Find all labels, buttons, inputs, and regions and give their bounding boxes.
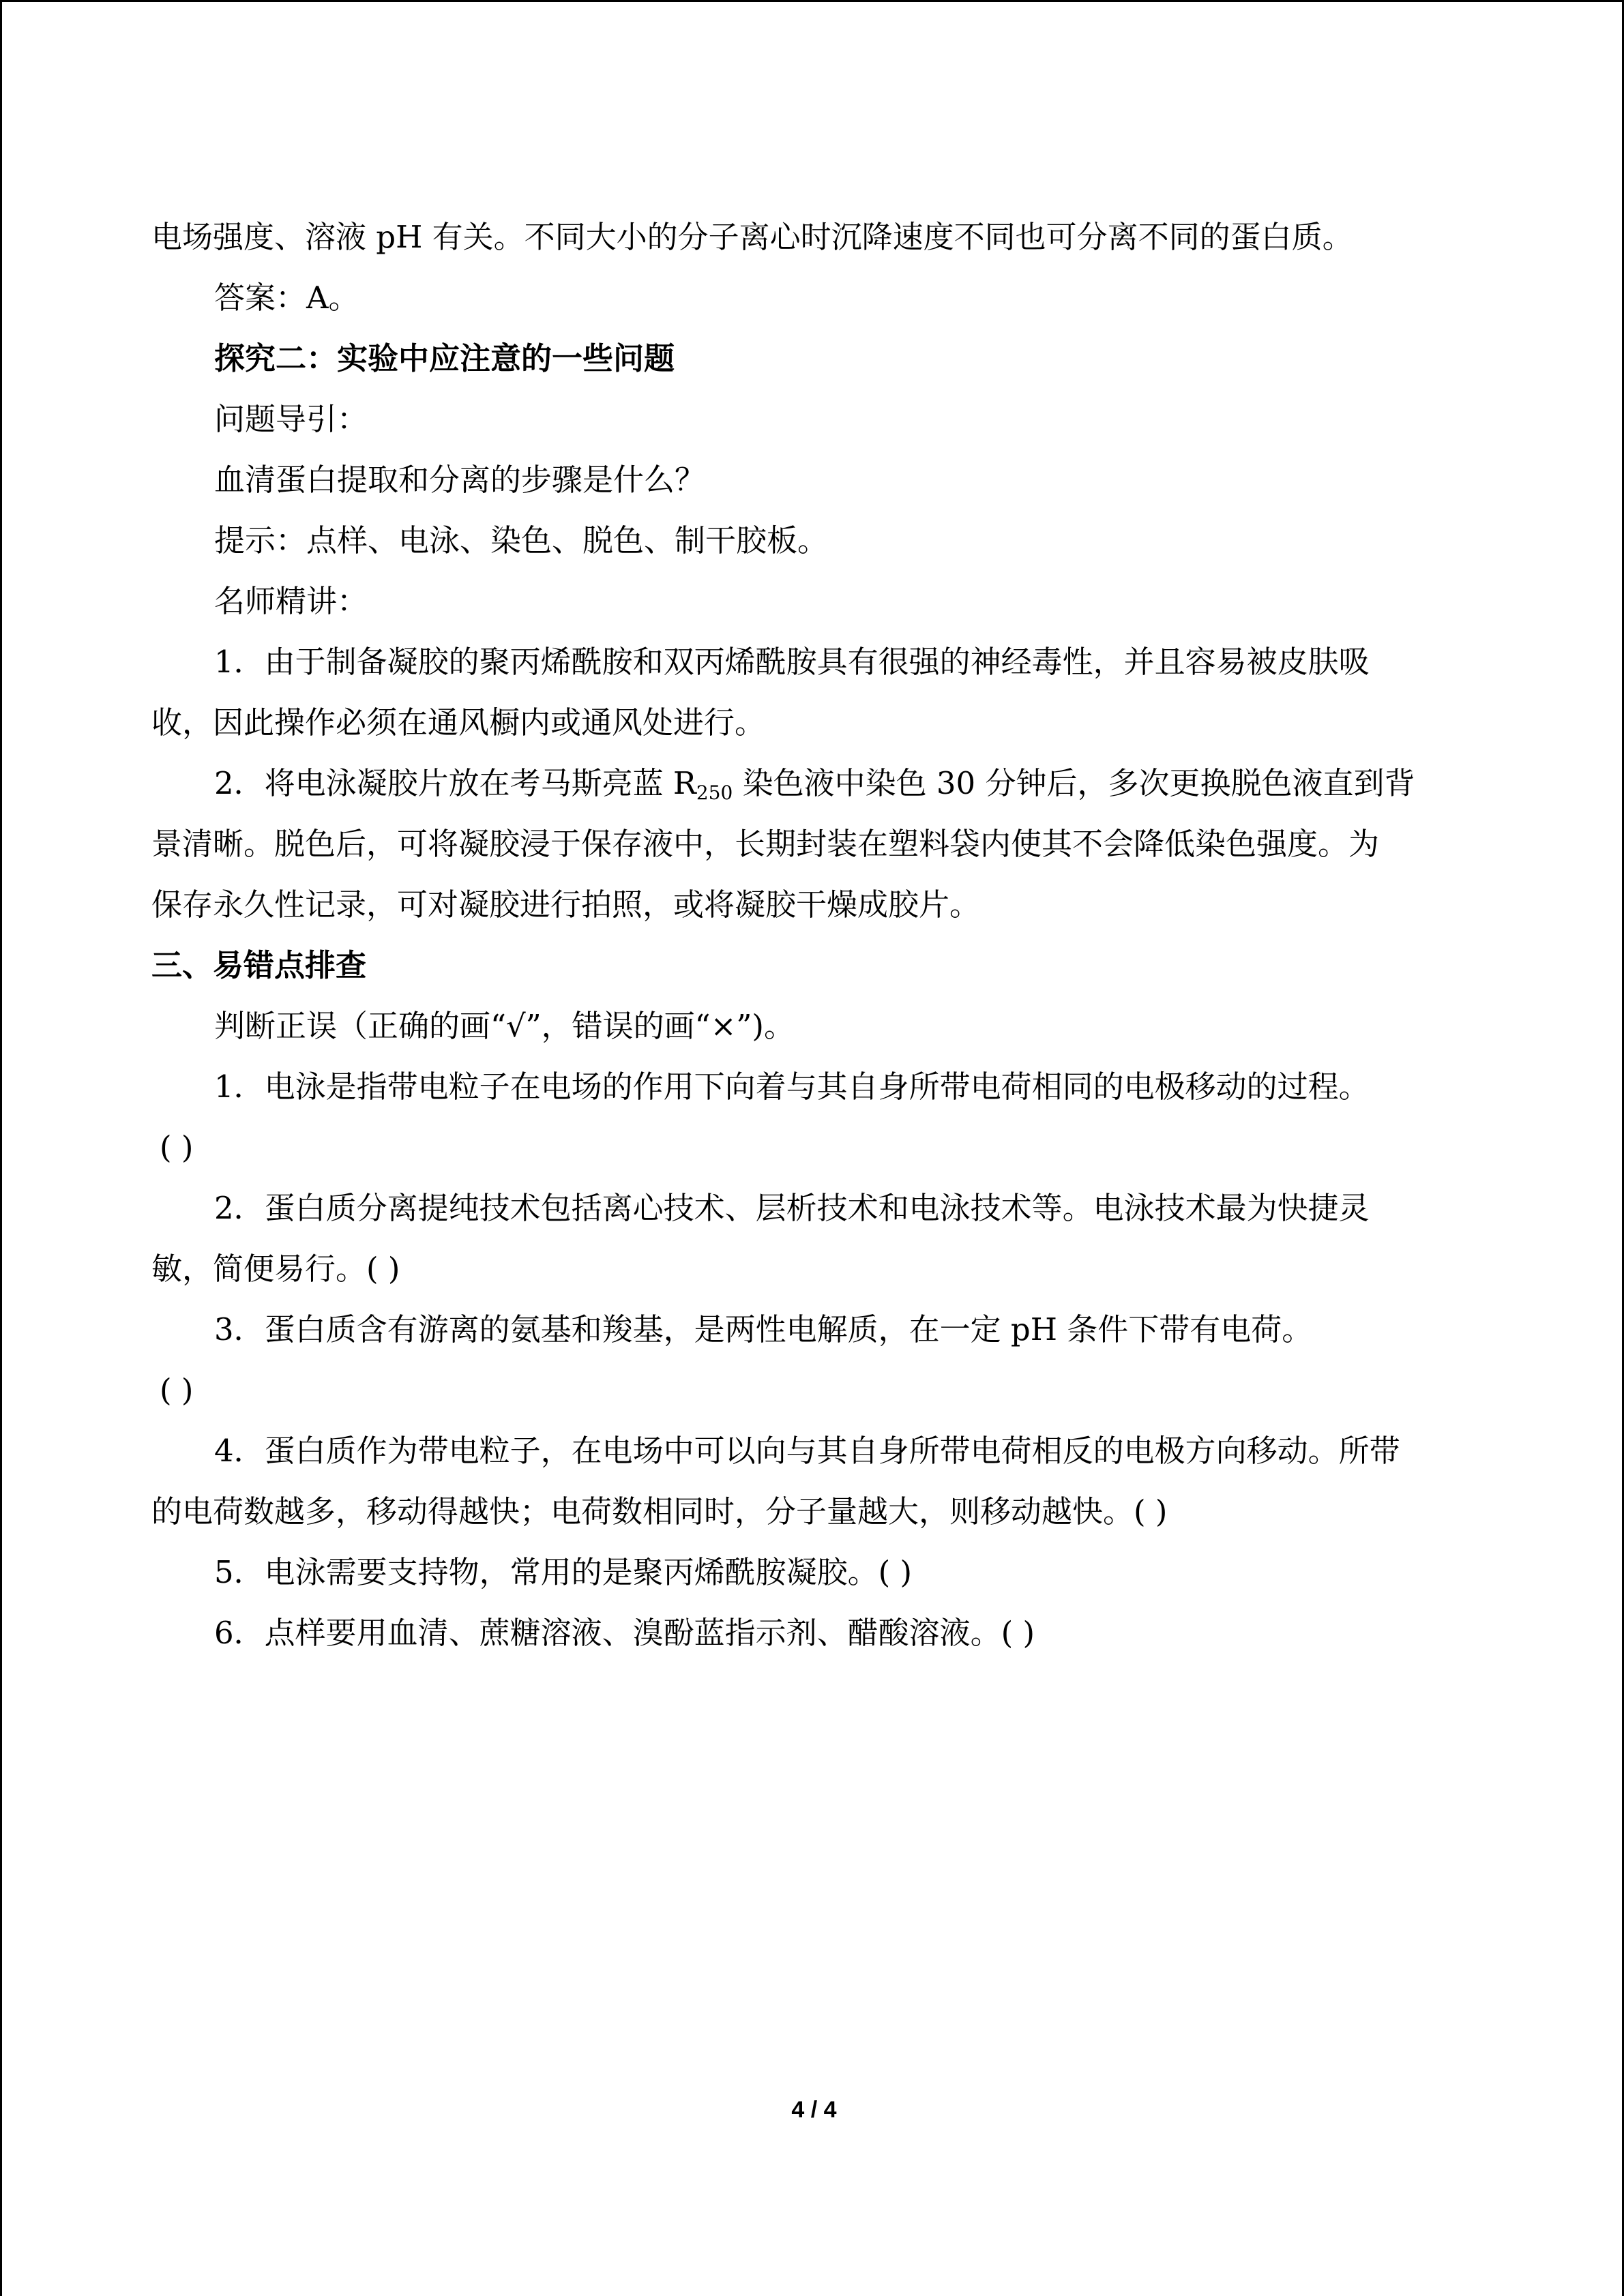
- document-body: [151, 207, 1476, 1663]
- teacher-explanation-label: 名师精讲：: [214, 583, 368, 619]
- explanation-item-2-part-a: 2．将电泳凝胶片放在考马斯亮蓝 R: [214, 765, 696, 801]
- judgement-item-4-cont: 的电荷数越多，移动得越快；电荷数相同时，分子量越大，则移动越快。( ): [151, 1493, 1168, 1530]
- question-guide-label: 问题导引：: [214, 401, 368, 437]
- explanation-item-2: [151, 753, 1476, 814]
- section-heading-error-check: 三、易错点排查: [151, 947, 367, 983]
- subscript-250: 250: [696, 781, 733, 804]
- text-line: 电场强度、溶液 pH 有关。不同大小的分子离心时沉降速度不同也可分离不同的蛋白质。: [151, 219, 1353, 255]
- answer-blank-1: ( ): [160, 1129, 194, 1165]
- explanation-item-2-part-b: 染色液中染色 30 分钟后，多次更换脱色液直到背: [733, 765, 1415, 801]
- judgement-item-6: 6．点样要用血清、蔗糖溶液、溴酚蓝指示剂、醋酸溶液。( ): [214, 1615, 1035, 1651]
- answer-line: 答案：A。: [214, 280, 359, 316]
- explanation-item-2-cont-1: 景清晰。脱色后，可将凝胶浸于保存液中，长期封装在塑料袋内使其不会降低染色强度。为: [151, 826, 1380, 862]
- judgement-item-1: 1．电泳是指带电粒子在电场的作用下向着与其自身所带电荷相同的电极移动的过程。: [214, 1069, 1370, 1105]
- explanation-item-1-cont: 收，因此操作必须在通风橱内或通风处进行。: [151, 704, 766, 741]
- page-number: 4 / 4: [791, 2097, 837, 2123]
- question-text: 血清蛋白提取和分离的步骤是什么？: [214, 462, 706, 498]
- hint-text: 提示：点样、电泳、染色、脱色、制干胶板。: [214, 522, 829, 558]
- judgement-item-5: 5．电泳需要支持物，常用的是聚丙烯酰胺凝胶。( ): [214, 1554, 913, 1590]
- explanation-item-2-cont-2: 保存永久性记录，可对凝胶进行拍照，或将凝胶干燥成胶片。: [151, 886, 981, 923]
- judgement-item-4: 4．蛋白质作为带电粒子，在电场中可以向与其自身所带电荷相反的电极方向移动。所带: [214, 1433, 1400, 1469]
- judgement-item-3: 3．蛋白质含有游离的氨基和羧基，是两性电解质，在一定 pH 条件下带有电荷。: [214, 1311, 1313, 1347]
- answer-blank-3: ( ): [160, 1372, 194, 1408]
- judgement-item-2-cont: 敏，简便易行。( ): [151, 1251, 400, 1287]
- judgement-item-2: 2．蛋白质分离提纯技术包括离心技术、层析技术和电泳技术等。电泳技术最为快捷灵: [214, 1190, 1370, 1226]
- explanation-item-1: 1．由于制备凝胶的聚丙烯酰胺和双丙烯酰胺具有很强的神经毒性，并且容易被皮肤吸: [214, 644, 1370, 680]
- section-heading-explore-two: 探究二：实验中应注意的一些问题: [214, 340, 675, 376]
- judgement-instruction: 判断正误（正确的画“√”，错误的画“×”)。: [214, 1008, 795, 1044]
